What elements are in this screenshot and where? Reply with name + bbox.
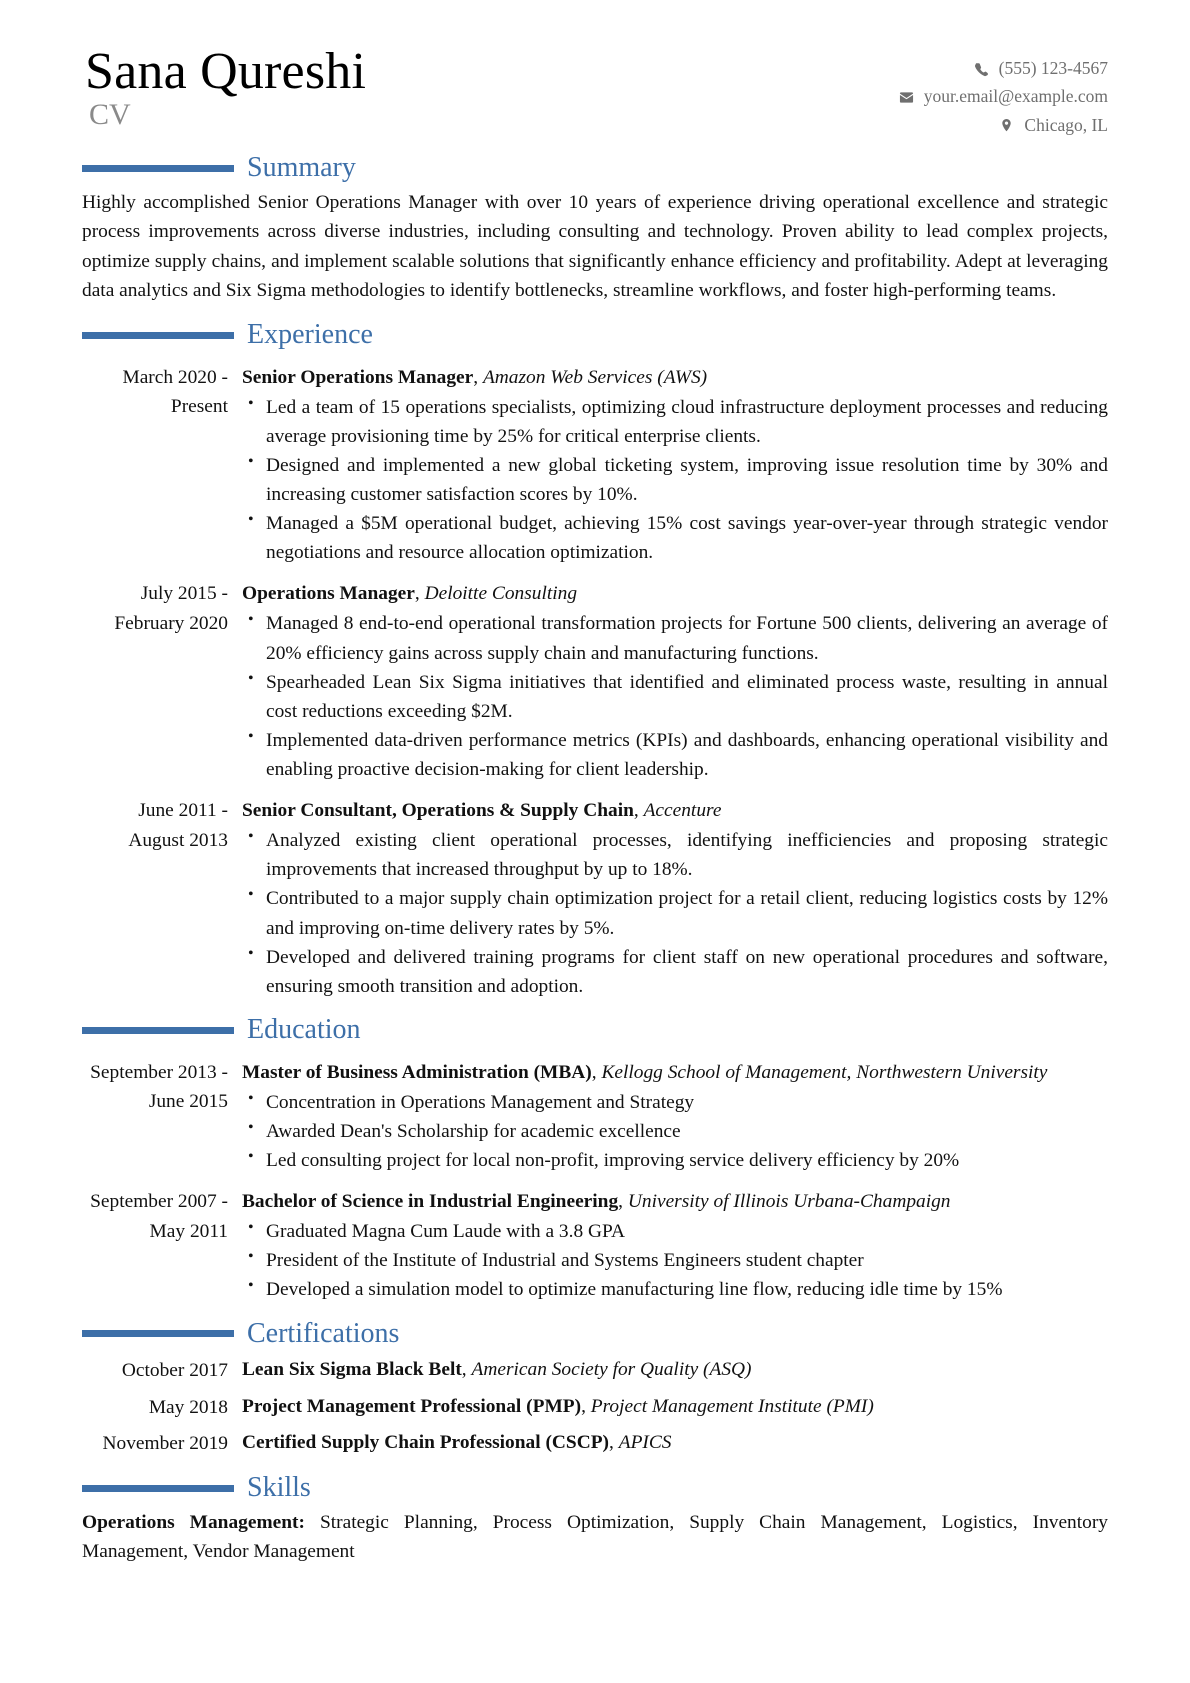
section-title-experience: Experience (247, 318, 373, 350)
bullet-item: • Spearheaded Lean Six Sigma initiatives that identified and eliminated process waste, resulting in annual cost reductions exceeding $2M. (242, 668, 1108, 726)
entry-body (242, 1356, 1108, 1384)
entry-separator: , (633, 800, 644, 822)
bullet-item: • Implemented data-driven performance metrics (KPIs) and dashboards, enhancing operational visibility and enabling proactive decision-making for client leadership. (242, 726, 1108, 784)
contact-email-text: your.email@example.com (923, 86, 1108, 107)
entry-body (242, 1393, 1108, 1421)
contact-phone[interactable] (898, 54, 1108, 82)
entry-body (242, 796, 1108, 1001)
section-rule-icon (82, 332, 234, 339)
entry-body (242, 579, 1108, 784)
section-title-summary: Summary (247, 152, 356, 184)
summary-text: Highly accomplished Senior Operations Manager with over 10 years of experience driving operational excellence and strategic process improvements across diverse industries, including consulting and technology. Proven ability to lead complex projects, optimize supply chains, and implement scalable solutions that significantly enhance efficiency and profitability. Adept at leveraging data analytics and Six Sigma methodologies to identify bottlenecks, streamline workflows, and foster high-performing teams. (82, 191, 1108, 302)
entry-date: May 2018 (148, 1396, 228, 1418)
entry-role: Senior Operations Manager (242, 366, 474, 388)
entry-org: Deloitte Consulting (424, 583, 578, 605)
entry-org: Project Management Institute (PMI) (590, 1395, 874, 1417)
entry-bullets (242, 1088, 1108, 1175)
entry-heading (242, 1393, 1108, 1421)
bullet-item: • Awarded Dean's Scholarship for academic excellence (242, 1117, 1108, 1146)
experience-entry (82, 363, 1108, 568)
section-title-skills: Skills (247, 1471, 311, 1503)
entry-heading (242, 1187, 1108, 1216)
entry-role: Operations Manager (242, 583, 415, 605)
entry-heading (242, 1356, 1108, 1384)
experience-entry (82, 579, 1108, 784)
bullet-item: • Managed a $5M operational budget, achieving 15% cost savings year-over-year through strategic vendor negotiations and resource allocation optimization. (242, 509, 1108, 567)
identity-block (82, 44, 366, 133)
bullet-item: • Developed and delivered training programs for client staff on new operational procedures and software, ensuring smooth transition and adoption. (242, 943, 1108, 1001)
section-header-certifications (82, 1319, 1108, 1350)
entry-org: APICS (618, 1432, 672, 1454)
skill-group (82, 1508, 1108, 1567)
bullet-item: • Managed 8 end-to-end operational transformation projects for Fortune 500 clients, delivering an average of 20% efficiency gains across supply chain and manufacturing functions. (242, 609, 1108, 667)
bullet-item: • Led a team of 15 operations specialists, optimizing cloud infrastructure deployment processes and reducing average provisioning time by 25% for critical enterprise clients. (242, 393, 1108, 451)
entry-body (242, 1429, 1108, 1457)
entry-date: March 2020 - Present (122, 366, 228, 418)
bullet-item: • Concentration in Operations Management and Strategy (242, 1088, 1108, 1117)
entry-heading (242, 363, 1108, 392)
section-title-education: Education (247, 1013, 361, 1045)
entry-heading (242, 1429, 1108, 1457)
contact-location-text: Chicago, IL (1024, 114, 1108, 135)
entry-separator: , (473, 366, 483, 388)
bullet-item: • Analyzed existing client operational processes, identifying inefficiencies and proposing strategic improvements that increased throughput by up to 18%. (242, 826, 1108, 884)
contact-location[interactable] (898, 111, 1108, 139)
entry-body (242, 363, 1108, 568)
section-rule-icon (82, 1330, 234, 1337)
section-header-education (82, 1015, 1108, 1046)
entry-separator: , (618, 1191, 628, 1213)
entry-org: Kellogg School of Management, Northwestern University (601, 1061, 1048, 1083)
entry-org: University of Illinois Urbana-Champaign (627, 1191, 951, 1213)
entry-date: September 2007 - May 2011 (90, 1191, 228, 1242)
entry-org: Amazon Web Services (AWS) (482, 366, 708, 388)
document-subtitle: CV (89, 98, 131, 132)
entry-role: Senior Consultant, Operations & Supply Chain (242, 800, 634, 822)
bullet-item: • President of the Institute of Industrial and Systems Engineers student chapter (242, 1246, 1108, 1275)
entry-body (242, 1187, 1108, 1304)
envelope-icon (898, 89, 915, 106)
phone-icon (973, 61, 990, 78)
bullet-item: • Designed and implemented a new global ticketing system, improving issue resolution time by 30% and increasing customer satisfaction scores by 10%. (242, 451, 1108, 509)
entry-separator: , (414, 583, 425, 605)
entry-date: July 2015 - February 2020 (114, 583, 228, 634)
section-title-certifications: Certifications (247, 1317, 400, 1349)
section-header-skills (82, 1473, 1108, 1504)
entry-separator: , (591, 1061, 602, 1083)
entry-org: Accenture (643, 800, 722, 822)
entry-separator: , (581, 1395, 591, 1417)
section-header-summary (82, 153, 1108, 184)
certification-entry (82, 1356, 1108, 1385)
entry-date: October 2017 (121, 1360, 228, 1382)
section-rule-icon (82, 165, 234, 172)
contact-phone-text: (555) 123-4567 (998, 58, 1108, 78)
section-header-experience (82, 320, 1108, 351)
entry-heading (242, 1058, 1108, 1087)
skill-items: Strategic Planning, Process Optimization, Supply Chain Management, Logistics, Inventory Management, Vendor Management (82, 1511, 1108, 1563)
contact-email[interactable] (898, 82, 1108, 110)
entry-heading (242, 796, 1108, 825)
entry-role: Project Management Professional (PMP) (242, 1395, 582, 1417)
education-entry (82, 1058, 1108, 1175)
bullet-item: • Developed a simulation model to optimize manufacturing line flow, reducing idle time by 15% (242, 1275, 1108, 1304)
entry-bullets (242, 393, 1108, 568)
section-rule-icon (82, 1027, 234, 1034)
entry-date: June 2011 - August 2013 (128, 800, 228, 851)
entry-separator: , (461, 1359, 472, 1381)
entry-date: November 2019 (102, 1433, 228, 1455)
map-pin-icon (998, 117, 1015, 134)
section-rule-icon (82, 1485, 234, 1492)
bullet-item: • Led consulting project for local non-profit, improving service delivery efficiency by 20% (242, 1146, 1108, 1175)
education-entry (82, 1187, 1108, 1304)
cv-header (82, 44, 1108, 139)
entry-heading (242, 579, 1108, 608)
skill-category: Operations Management: (82, 1511, 305, 1533)
entry-date: September 2013 - June 2015 (90, 1061, 228, 1113)
bullet-item: • Contributed to a major supply chain optimization project for a retail client, reducing logistics costs by 12% and improving on-time delivery rates by 5%. (242, 884, 1108, 942)
entry-bullets (242, 609, 1108, 784)
entry-role: Lean Six Sigma Black Belt (242, 1359, 462, 1381)
entry-role: Certified Supply Chain Professional (CSCP) (242, 1432, 610, 1454)
certification-entry (82, 1393, 1108, 1422)
entry-separator: , (609, 1432, 619, 1454)
entry-body (242, 1058, 1108, 1175)
entry-bullets (242, 826, 1108, 1001)
entry-org: American Society for Quality (ASQ) (471, 1359, 752, 1381)
entry-bullets (242, 1217, 1108, 1304)
candidate-name: Sana Qureshi (85, 43, 367, 100)
certification-entry (82, 1429, 1108, 1458)
entry-role: Bachelor of Science in Industrial Engineering (242, 1191, 619, 1213)
entry-role: Master of Business Administration (MBA) (242, 1061, 592, 1083)
contact-block (898, 44, 1108, 139)
bullet-item: • Graduated Magna Cum Laude with a 3.8 GPA (242, 1217, 1108, 1246)
experience-entry (82, 796, 1108, 1001)
